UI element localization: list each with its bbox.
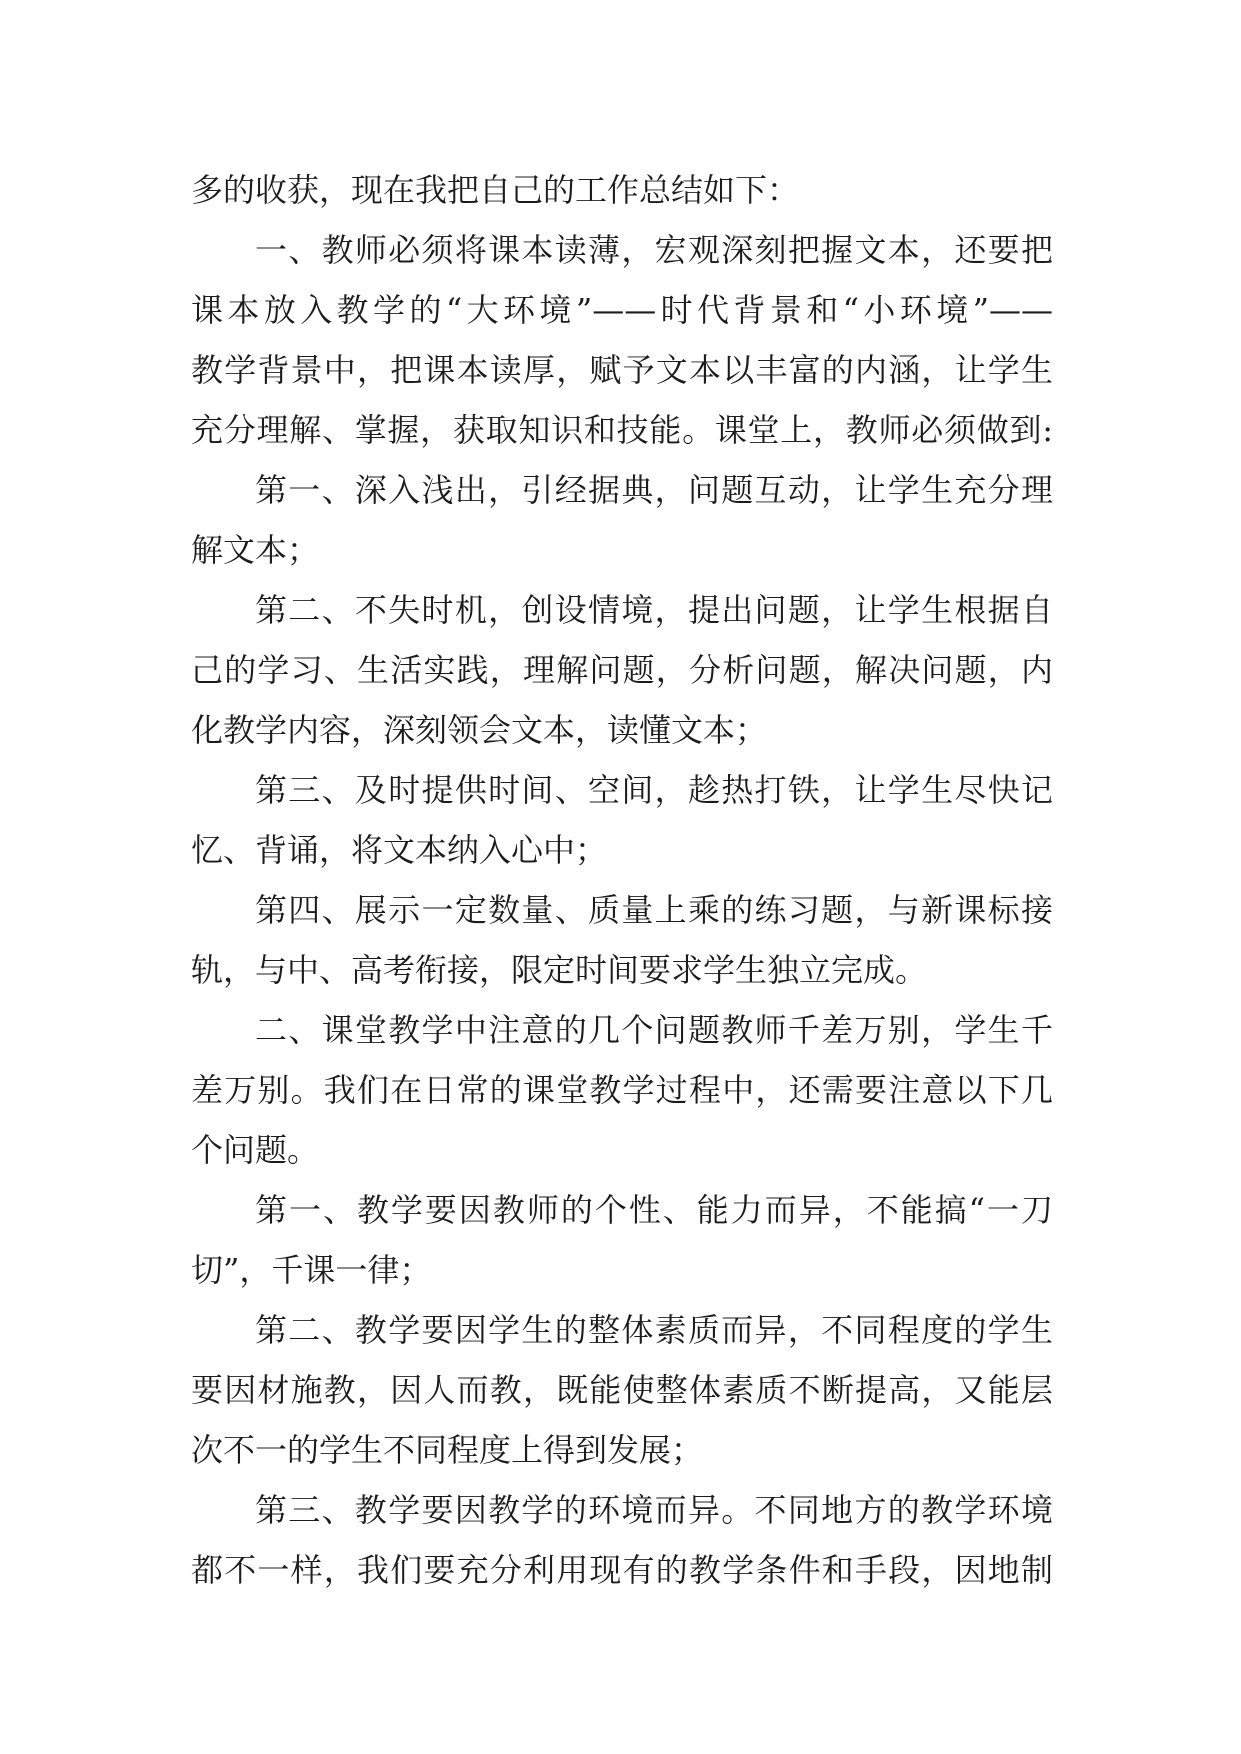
text-line: 二、课堂教学中注意的几个问题教师千差万别，学生千 [255, 1011, 1053, 1049]
text-line: 第一、教学要因教师的个性、能力而异，不能搞“一刀 [255, 1191, 1053, 1229]
text-line: 充分理解、掌握，获取知识和技能。课堂上，教师必须做到: [191, 411, 1053, 449]
text-line: 第二、教学要因学生的整体素质而异，不同程度的学生 [255, 1311, 1053, 1349]
text-line: 忆、背诵，将文本纳入心中； [191, 831, 608, 869]
text-line: 第三、及时提供时间、空间，趁热打铁，让学生尽快记 [255, 771, 1053, 809]
text-line: 要因材施教，因人而教，既能使整体素质不断提高，又能层 [191, 1371, 1053, 1409]
text-line: 第四、展示一定数量、质量上乘的练习题，与新课标接 [255, 891, 1053, 929]
text-line: 第一、深入浅出，引经据典，问题互动，让学生充分理 [255, 471, 1053, 509]
text-line: 切”，千课一律； [191, 1251, 432, 1289]
text-line: 轨，与中、高考衔接，限定时间要求学生独立完成。 [191, 951, 928, 989]
text-line: 己的学习、生活实践，理解问题，分析问题，解决问题，内 [191, 651, 1053, 689]
text-line: 差万别。我们在日常的课堂教学过程中，还需要注意以下几 [191, 1071, 1053, 1109]
text-line: 一、教师必须将课本读薄，宏观深刻把握文本，还要把 [255, 231, 1053, 269]
text-line: 都不一样，我们要充分利用现有的教学条件和手段，因地制 [191, 1551, 1053, 1589]
text-line: 多的收获，现在我把自己的工作总结如下： [191, 171, 800, 209]
text-line: 第三、教学要因教学的环境而异。不同地方的教学环境 [255, 1491, 1053, 1529]
text-line: 化教学内容，深刻领会文本，读懂文本； [191, 711, 768, 749]
text-line: 第二、不失时机，创设情境，提出问题，让学生根据自 [255, 591, 1053, 629]
text-line: 课本放入教学的“大环境”——时代背景和“小环境”—— [191, 291, 1053, 329]
text-line: 解文本； [191, 531, 320, 569]
text-line: 个问题。 [191, 1131, 320, 1169]
text-line: 教学背景中，把课本读厚，赋予文本以丰富的内涵，让学生 [191, 351, 1053, 389]
text-line: 次不一的学生不同程度上得到发展； [191, 1431, 704, 1469]
body-text [191, 160, 1053, 1600]
